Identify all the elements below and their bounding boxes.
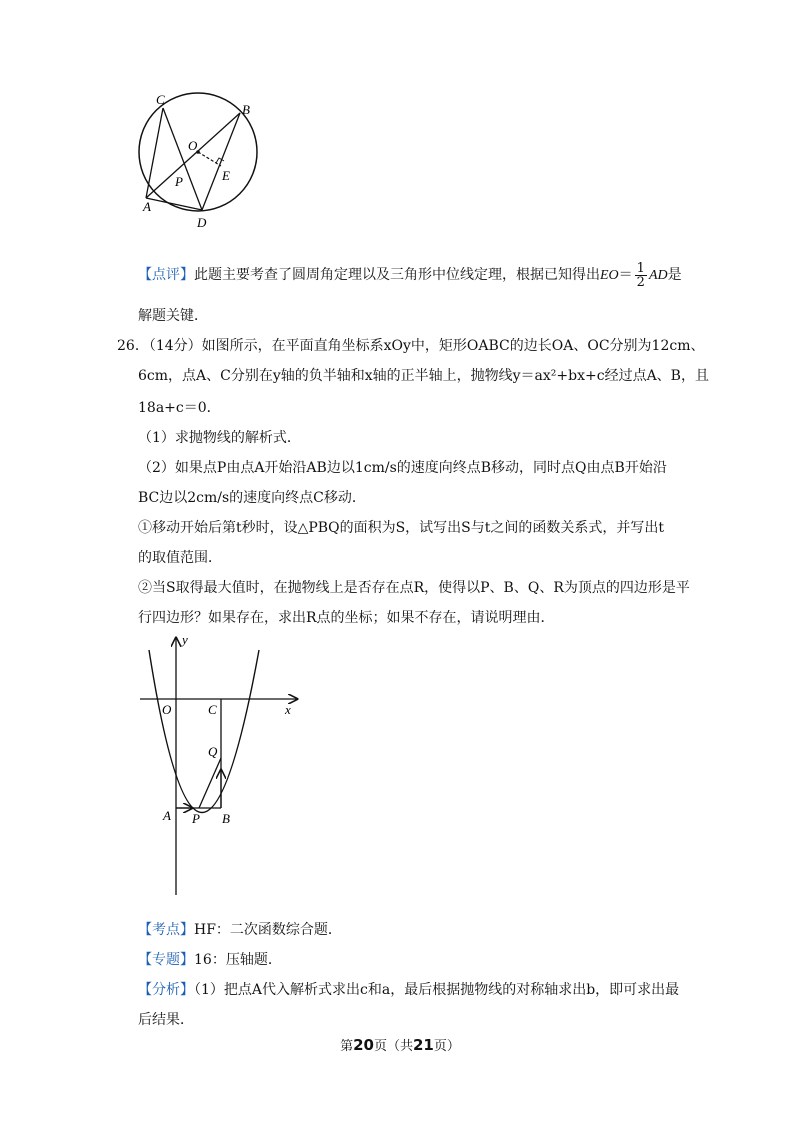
- page-number: 20: [353, 1036, 374, 1054]
- zhuanti-tag: 【专题】: [138, 952, 194, 968]
- label-b: B: [242, 102, 250, 117]
- label-origin: O: [162, 702, 172, 717]
- review-eq: ＝: [618, 267, 633, 283]
- circle-figure: [130, 90, 270, 240]
- q26-sub-2a: ②当S取得最大值时，在抛物线上是否存在点R，使得以P、B、Q、R为顶点的四边形是平: [138, 580, 690, 596]
- label-b2: B: [222, 811, 230, 826]
- parabola-figure: [135, 630, 310, 900]
- label-o: O: [188, 138, 198, 153]
- zhuanti-line: [138, 950, 282, 970]
- review-ad: AD: [648, 268, 668, 283]
- q26-sub-1a: ①移动开始后第t秒时，设△PBQ的面积为S，试写出S与t之间的函数关系式，并写出t: [138, 520, 665, 536]
- review-tag: 【点评】: [138, 267, 194, 283]
- page-total: 21: [413, 1036, 434, 1054]
- kaodian-tag: 【考点】: [138, 922, 194, 938]
- label-c: C: [156, 92, 165, 107]
- axis-label-y: y: [182, 632, 188, 647]
- review-eo: EO: [600, 268, 619, 283]
- q26-sub-2b: 行四边形？如果存在，求出R点的坐标；如果不存在，请说明理由．: [138, 610, 555, 626]
- label-p2: P: [192, 811, 200, 826]
- q26-line-3: 18a+c＝0．: [138, 400, 221, 416]
- q26-line-1: 26．（14分）如图所示，在平面直角坐标系xOy中，矩形OABC的边长OA、OC分别为12cm、: [117, 338, 705, 354]
- fenxi-tag: 【分析】: [138, 982, 194, 998]
- label-a: A: [143, 199, 151, 214]
- label-a2: A: [163, 808, 171, 823]
- kaodian-text: HF：二次函数综合题．: [194, 922, 342, 938]
- fenxi-line-2: 后结果．: [138, 1012, 194, 1028]
- review-line-2: 解题关键．: [138, 308, 208, 324]
- q26-sub-1b: 的取值范围．: [138, 550, 222, 566]
- label-q: Q: [208, 744, 218, 759]
- review-text: 此题主要考查了圆周角定理以及三角形中位线定理，根据已知得出: [194, 267, 600, 283]
- label-c2: C: [208, 702, 217, 717]
- label-p: P: [175, 174, 183, 189]
- label-d: D: [197, 215, 207, 230]
- axis-label-x: x: [285, 702, 291, 717]
- fenxi-line: [138, 980, 679, 1000]
- review-line: [138, 260, 682, 291]
- q26-line-2: 6cm，点A、C分别在y轴的负半轴和x轴的正半轴上，抛物线y＝ax²+bx+c经过点A、B，且: [138, 368, 709, 384]
- fraction-one-half: $\frac{1}{2}$: [636, 260, 645, 290]
- q26-part-2a: （2）如果点P由点A开始沿AB边以1cm/s的速度向终点B移动，同时点Q由点B开始沿: [138, 460, 667, 476]
- page-footer: 第20页（共21页）: [340, 1036, 460, 1054]
- review-text-end: 是: [667, 267, 682, 283]
- fenxi-text: （1）把点A代入解析式求出c和a，最后根据抛物线的对称轴求出b，即可求出最: [194, 982, 680, 998]
- q26-part-1: （1）求抛物线的解析式．: [138, 430, 301, 446]
- kaodian-line: [138, 920, 342, 940]
- q26-part-2b: BC边以2cm/s的速度向终点C移动．: [138, 490, 366, 506]
- label-e: E: [222, 168, 230, 183]
- zhuanti-text: 16：压轴题．: [194, 952, 282, 968]
